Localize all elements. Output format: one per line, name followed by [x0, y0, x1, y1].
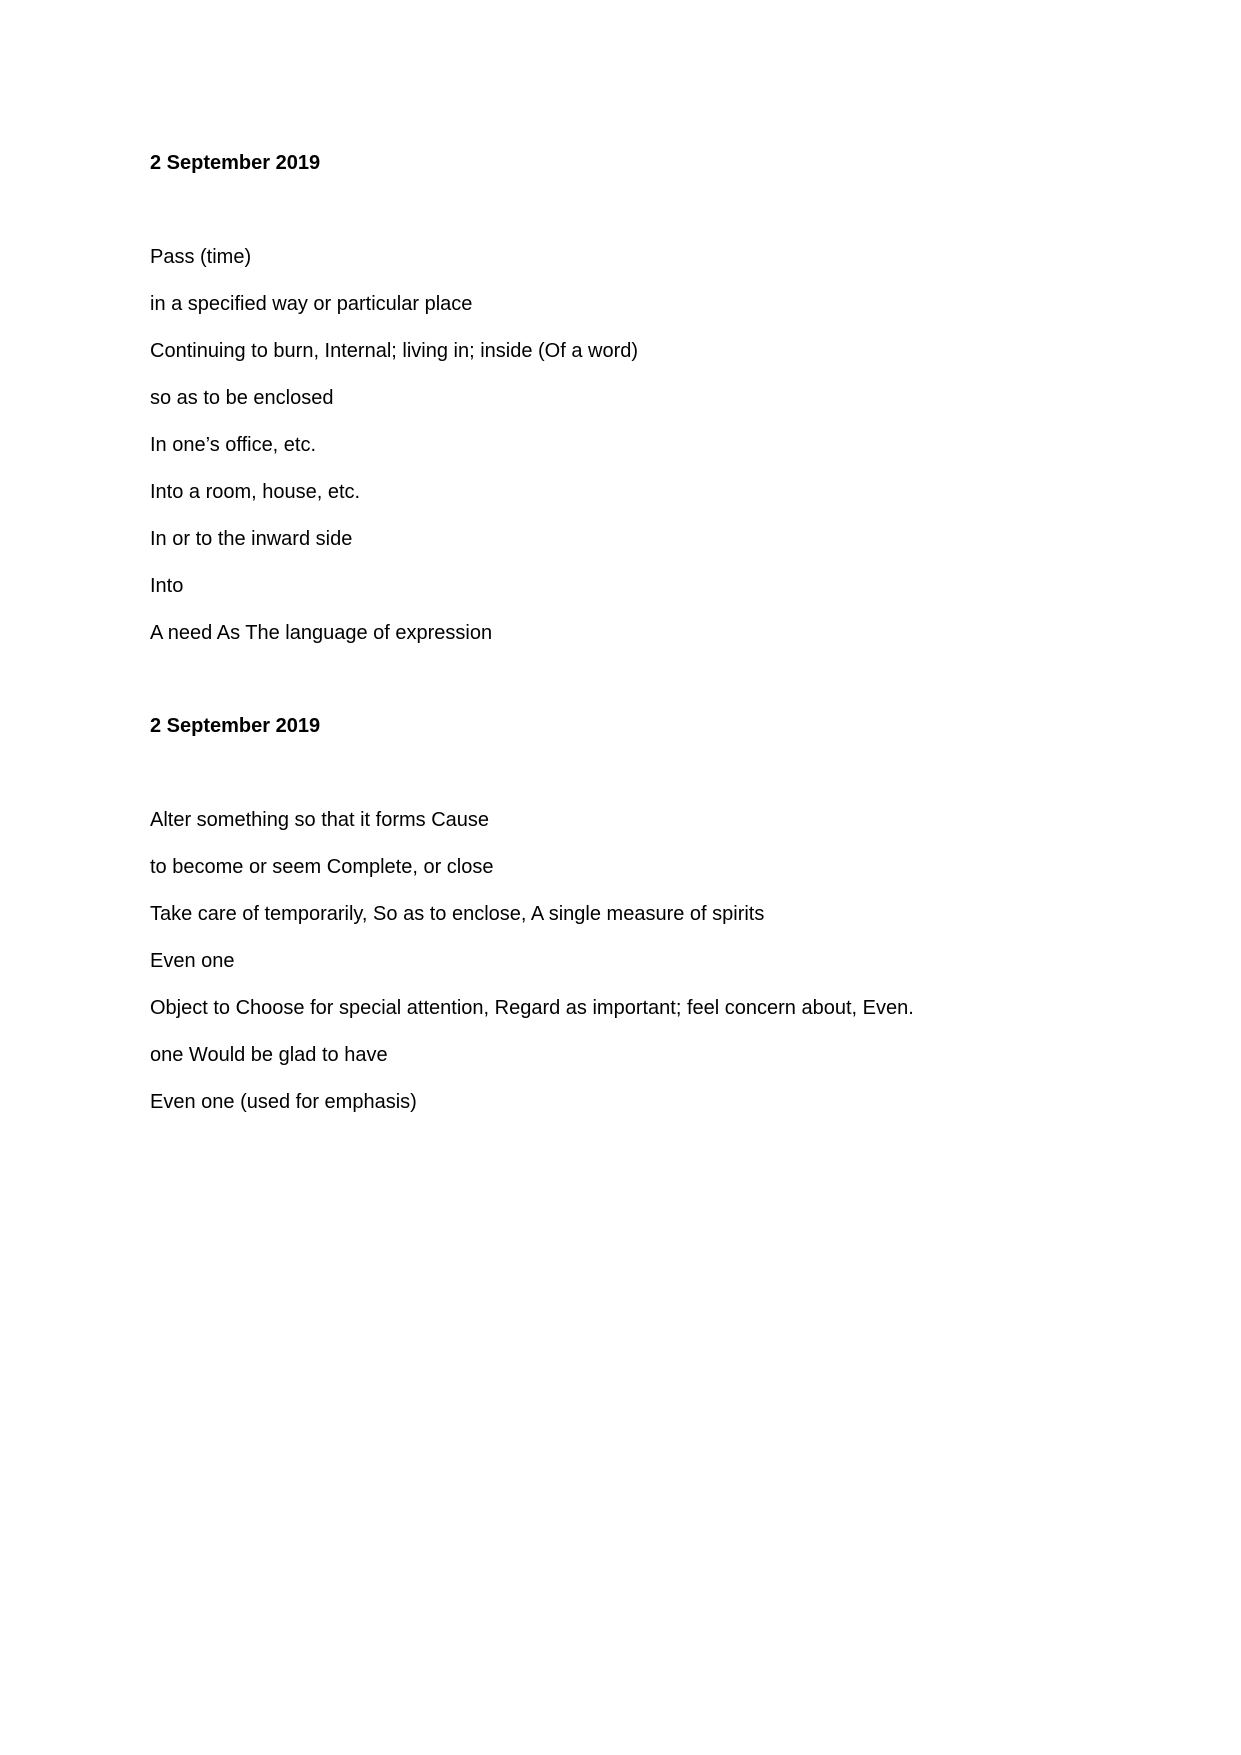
entry-line: Take care of temporarily, So as to enclose, A single measure of spirits: [150, 903, 765, 925]
entry-date: 2 September 2019: [150, 152, 321, 174]
entry-line: In or to the inward side: [150, 528, 353, 550]
entry-line: one Would be glad to have: [150, 1044, 388, 1066]
entry-line: Into: [150, 575, 184, 597]
entry-line: Pass (time): [150, 246, 252, 268]
entry-line: A need As The language of expression: [150, 622, 493, 644]
entry-date: 2 September 2019: [150, 715, 321, 737]
entry-line: to become or seem Complete, or close: [150, 856, 494, 878]
entry-line: Object to Choose for special attention, Regard as important; feel concern about, Even.: [150, 997, 914, 1019]
entry-line: Even one: [150, 950, 235, 972]
entry-line: Continuing to burn, Internal; living in; inside (Of a word): [150, 340, 639, 362]
entry-line: Into a room, house, etc.: [150, 481, 361, 503]
entry-line: in a specified way or particular place: [150, 293, 473, 315]
entry-line: Even one (used for emphasis): [150, 1091, 417, 1113]
entry-line: Alter something so that it forms Cause: [150, 809, 490, 831]
entry-line: so as to be enclosed: [150, 387, 334, 409]
entry-line: In one’s office, etc.: [150, 434, 317, 456]
